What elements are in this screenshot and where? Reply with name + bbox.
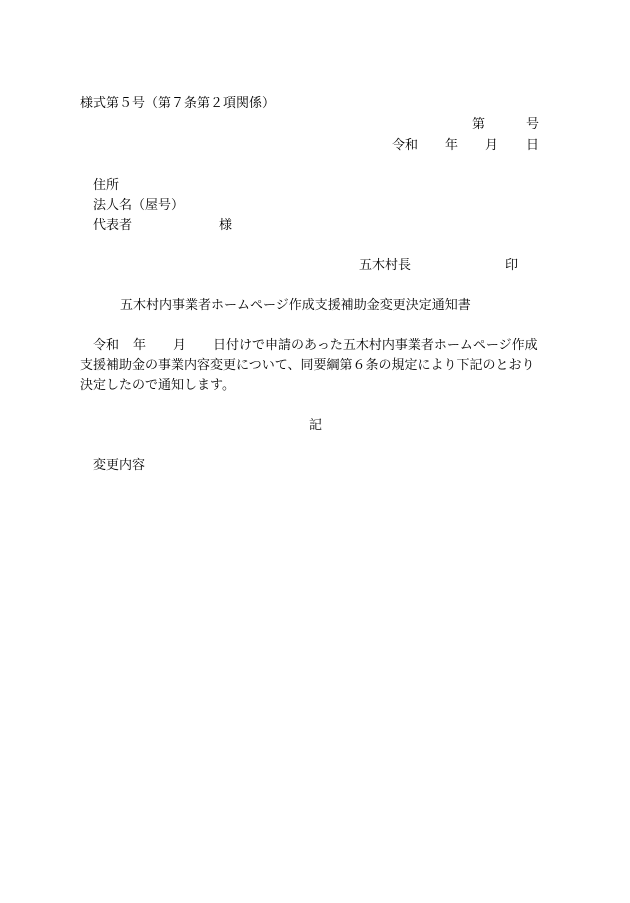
ki-heading: 記 — [309, 418, 323, 433]
address-label: 住所 — [93, 178, 120, 193]
body-line1-rest: 日付けで申請のあった五木村内事業者ホームページ作成 — [213, 338, 538, 353]
representative-label: 代表者 — [93, 218, 133, 233]
body-month: 月 — [173, 338, 187, 353]
date-day: 日 — [526, 138, 540, 153]
honorific: 様 — [219, 218, 233, 233]
corp-name-label: 法人名（屋号） — [93, 198, 185, 213]
change-content-label: 変更内容 — [93, 458, 146, 473]
body-line3: 決定したので通知します。 — [80, 378, 235, 393]
issuer-title: 五木村長 — [359, 258, 412, 273]
doc-number-suffix: 号 — [526, 117, 540, 132]
body-year: 年 — [133, 338, 147, 353]
body-era: 令和 — [93, 338, 120, 353]
date-month: 月 — [485, 138, 499, 153]
seal-mark: 印 — [505, 258, 519, 273]
document-title: 五木村内事業者ホームページ作成支援補助金変更決定通知書 — [120, 298, 471, 313]
body-line2: 支援補助金の事業内容変更について、同要綱第６条の規定により下記のとおり — [80, 358, 535, 373]
date-era: 令和 — [392, 138, 419, 153]
date-year: 年 — [445, 138, 459, 153]
form-number: 様式第５号（第７条第２項関係） — [80, 96, 276, 111]
doc-number-prefix: 第 — [472, 117, 486, 132]
